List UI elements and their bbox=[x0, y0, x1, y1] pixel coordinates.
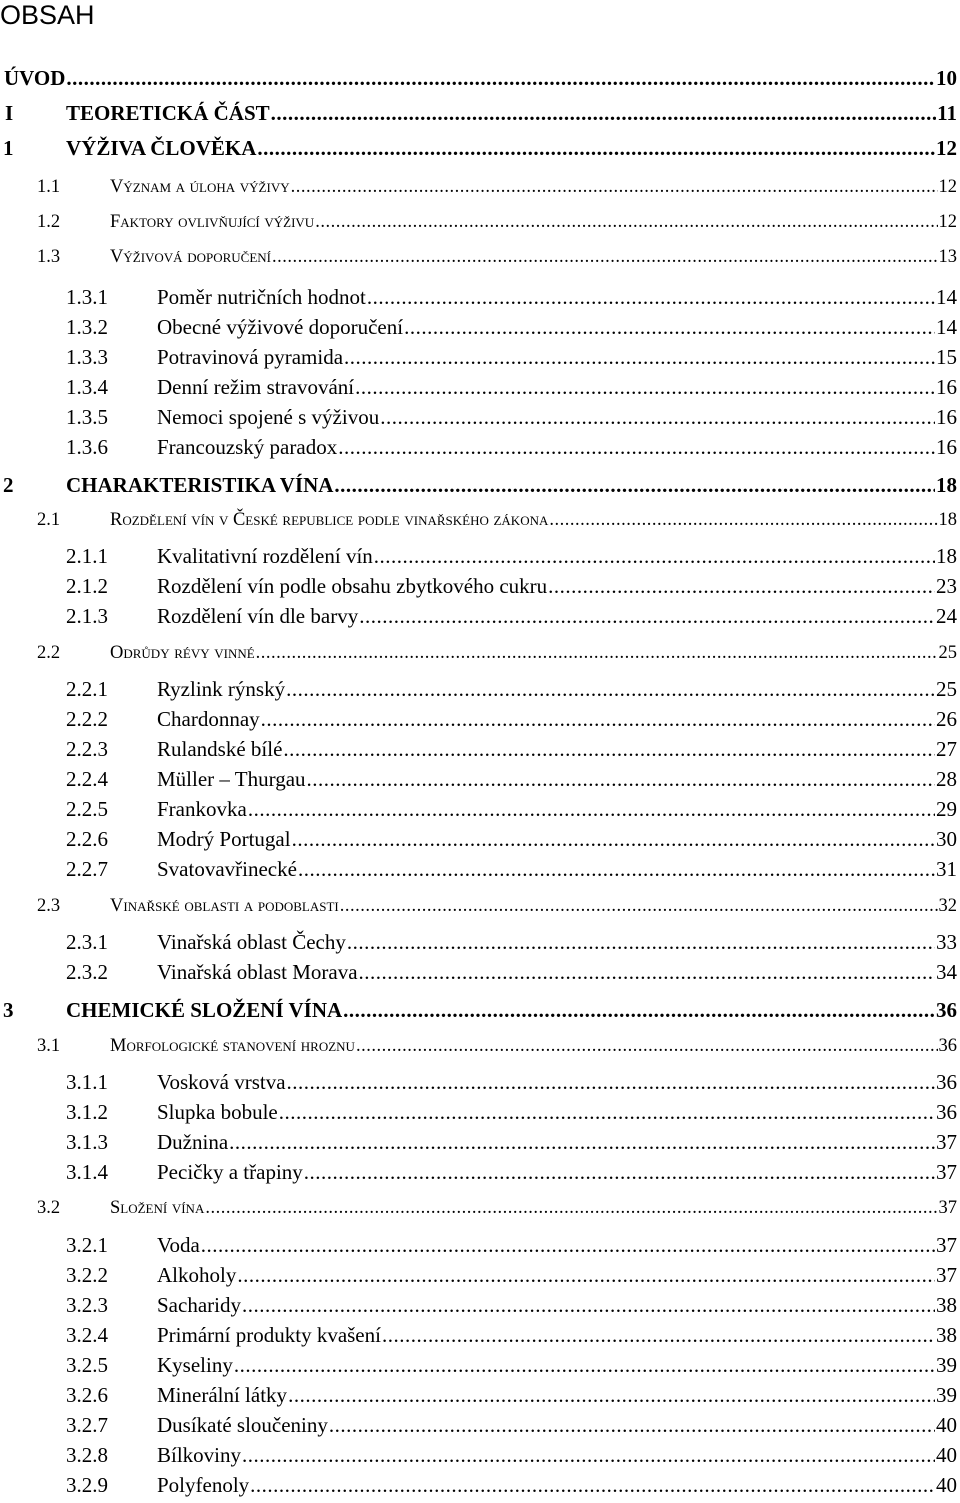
dot-leader bbox=[347, 927, 935, 957]
toc-entry-line bbox=[157, 1320, 957, 1350]
toc-entry[interactable] bbox=[0, 1290, 957, 1320]
toc-entry-number: 3.1.4 bbox=[66, 1160, 108, 1184]
toc-entry-page-number: 36 bbox=[936, 998, 957, 1022]
toc-entry-title: Polyfenoly bbox=[157, 1473, 250, 1497]
toc-entry-title: Dužnina bbox=[157, 1130, 229, 1154]
toc-entry-line bbox=[157, 1410, 957, 1440]
toc-entry-line bbox=[157, 372, 957, 402]
toc-entry[interactable] bbox=[0, 242, 957, 272]
toc-entry-page-number: 36 bbox=[938, 1036, 957, 1056]
toc-entry[interactable] bbox=[0, 207, 957, 237]
toc-entry[interactable] bbox=[0, 891, 957, 921]
toc-entry[interactable] bbox=[0, 470, 957, 500]
dot-leader bbox=[66, 63, 935, 93]
dot-leader bbox=[359, 957, 935, 987]
toc-entry-title: Ryzlink rýnský bbox=[157, 677, 286, 701]
toc-entry-number: 3.2.9 bbox=[66, 1473, 108, 1497]
toc-entry[interactable] bbox=[0, 432, 957, 462]
toc-entry-line bbox=[157, 704, 957, 734]
toc-entry-line bbox=[110, 1031, 957, 1061]
toc-entry-title: Chardonnay bbox=[157, 707, 260, 731]
toc-entry-line bbox=[157, 541, 957, 571]
toc-entry-page-number: 24 bbox=[936, 604, 957, 628]
toc-entry-number: 2.2.6 bbox=[66, 827, 108, 851]
toc-entry-line bbox=[157, 1440, 957, 1470]
toc-entry-line bbox=[157, 312, 957, 342]
toc-entry-line bbox=[157, 1380, 957, 1410]
toc-entry-title: Poměr nutričních hodnot bbox=[157, 285, 366, 309]
toc-entry-number: 2.1.3 bbox=[66, 604, 108, 628]
toc-entry-title: Vinařské oblasti a podoblasti bbox=[110, 896, 339, 916]
toc-entry-number: 3.1.3 bbox=[66, 1130, 108, 1154]
toc-entry-number: 1.3.3 bbox=[66, 345, 108, 369]
dot-leader bbox=[237, 1260, 935, 1290]
toc-entry-line bbox=[157, 432, 957, 462]
toc-entry-line bbox=[157, 1067, 957, 1097]
toc-entry-title: Rozdělení vín podle obsahu zbytkového cukru bbox=[157, 574, 548, 598]
toc-entry-title: Modrý Portugal bbox=[157, 827, 291, 851]
toc-entry[interactable] bbox=[0, 1440, 957, 1470]
toc-entry[interactable] bbox=[0, 133, 957, 163]
toc-entry[interactable] bbox=[0, 342, 957, 372]
toc-entry-title: Sacharidy bbox=[157, 1293, 241, 1317]
toc-entry-line bbox=[157, 1230, 957, 1260]
toc-entry-page-number: 28 bbox=[936, 767, 957, 791]
toc-entry[interactable] bbox=[0, 995, 957, 1025]
toc-entry-page-number: 10 bbox=[936, 66, 957, 90]
dot-leader bbox=[271, 98, 937, 128]
toc-entry-line bbox=[157, 1260, 957, 1290]
toc-entry[interactable] bbox=[0, 1410, 957, 1440]
toc-entry-number: 2.2.5 bbox=[66, 797, 108, 821]
toc-entry-number: 3.1 bbox=[37, 1036, 61, 1056]
toc-entry-title: Význam a úloha výživy bbox=[110, 177, 290, 197]
toc-entry-line bbox=[157, 282, 957, 312]
toc-entry-number: 2.2.4 bbox=[66, 767, 108, 791]
toc-entry-title: VÝŽIVA ČLOVĚKA bbox=[66, 136, 257, 160]
toc-entry-page-number: 27 bbox=[936, 737, 957, 761]
toc-entry-title: Voda bbox=[157, 1233, 200, 1257]
toc-entry[interactable] bbox=[0, 794, 957, 824]
toc-entry[interactable] bbox=[0, 63, 957, 93]
toc-entry-number: 2 bbox=[3, 473, 14, 497]
toc-entry-title: Frankovka bbox=[157, 797, 247, 821]
toc-entry-page-number: 12 bbox=[938, 177, 957, 197]
page-title: OBSAH bbox=[0, 0, 95, 30]
toc-entry-number: 3.1.1 bbox=[66, 1070, 108, 1094]
dot-leader bbox=[307, 764, 935, 794]
dot-leader bbox=[367, 282, 935, 312]
toc-entry-page-number: 25 bbox=[938, 643, 957, 663]
dot-leader bbox=[201, 1230, 935, 1260]
toc-entry[interactable] bbox=[0, 1031, 957, 1061]
toc-entry-page-number: 26 bbox=[936, 707, 957, 731]
toc-entry-number: 3.2.7 bbox=[66, 1413, 108, 1437]
dot-leader bbox=[382, 1320, 935, 1350]
toc-entry-line bbox=[157, 674, 957, 704]
toc-entry-number: 2.1.1 bbox=[66, 544, 108, 568]
dot-leader bbox=[340, 891, 938, 921]
toc-entry-page-number: 13 bbox=[938, 247, 957, 267]
toc-entry-page-number: 38 bbox=[936, 1293, 957, 1317]
toc-entry-number: 1.3.4 bbox=[66, 375, 108, 399]
toc-entry-line bbox=[110, 505, 957, 535]
dot-leader bbox=[287, 1067, 935, 1097]
dot-leader bbox=[548, 571, 935, 601]
dot-leader bbox=[549, 505, 937, 535]
toc-entry[interactable] bbox=[0, 282, 957, 312]
toc-entry-title: Rozdělení vín dle barvy bbox=[157, 604, 359, 628]
toc-entry-number: 2.2 bbox=[37, 643, 61, 663]
toc-entry-number: 3.2.5 bbox=[66, 1353, 108, 1377]
toc-entry-title: Müller – Thurgau bbox=[157, 767, 306, 791]
dot-leader bbox=[229, 1127, 935, 1157]
toc-entry-line bbox=[157, 824, 957, 854]
toc-entry-number: 2.3.1 bbox=[66, 930, 108, 954]
toc-entry-title: CHEMICKÉ SLOŽENÍ VÍNA bbox=[66, 998, 343, 1022]
toc-entry-number: 3.2 bbox=[37, 1198, 61, 1218]
dot-leader bbox=[292, 824, 935, 854]
toc-entry[interactable] bbox=[0, 1380, 957, 1410]
toc-entry-number: 1.3.6 bbox=[66, 435, 108, 459]
toc-entry-page-number: 29 bbox=[936, 797, 957, 821]
toc-entry-page-number: 37 bbox=[938, 1198, 957, 1218]
toc-entry-number: 3.2.4 bbox=[66, 1323, 108, 1347]
toc-entry-title: Složení vína bbox=[110, 1198, 205, 1218]
dot-leader bbox=[279, 1097, 935, 1127]
dot-leader bbox=[286, 674, 935, 704]
toc-entry-page-number: 18 bbox=[936, 473, 957, 497]
toc-entry-page-number: 30 bbox=[936, 827, 957, 851]
toc-entry-page-number: 25 bbox=[936, 677, 957, 701]
toc-entry-line bbox=[110, 638, 957, 668]
toc-entry-number: 3 bbox=[3, 998, 14, 1022]
toc-entry-line bbox=[157, 854, 957, 884]
toc-entry-title: Faktory ovlivňující výživu bbox=[110, 212, 315, 232]
toc-entry-title: Rozdělení vín v České republice podle vinařského zákona bbox=[110, 510, 549, 530]
toc-entry[interactable] bbox=[0, 1230, 957, 1260]
toc-entry-page-number: 40 bbox=[936, 1443, 957, 1467]
toc-entry-number: 3.1.2 bbox=[66, 1100, 108, 1124]
toc-entry-number: 1.1 bbox=[37, 177, 61, 197]
dot-leader bbox=[291, 172, 938, 202]
toc-entry-number: 2.2.3 bbox=[66, 737, 108, 761]
toc-entry-line bbox=[110, 172, 957, 202]
toc-entry-page-number: 37 bbox=[936, 1233, 957, 1257]
toc-entry[interactable] bbox=[0, 764, 957, 794]
toc-entry-number: 2.3 bbox=[37, 896, 61, 916]
toc-entry-page-number: 40 bbox=[936, 1473, 957, 1497]
toc-entry-line bbox=[157, 1157, 957, 1187]
toc-entry-number: 3.2.1 bbox=[66, 1233, 108, 1257]
toc-entry[interactable] bbox=[0, 571, 957, 601]
dot-leader bbox=[256, 638, 938, 668]
toc-entry-title: Kvalitativní rozdělení vín bbox=[157, 544, 373, 568]
dot-leader bbox=[261, 704, 935, 734]
dot-leader bbox=[257, 133, 935, 163]
toc-entry-title: Morfologické stanovení hroznu bbox=[110, 1036, 355, 1056]
toc-entry-line bbox=[157, 927, 957, 957]
toc-entry-page-number: 16 bbox=[936, 375, 957, 399]
toc-entry-line bbox=[157, 1097, 957, 1127]
toc-entry[interactable] bbox=[0, 505, 957, 535]
toc-entry-number: 2.3.2 bbox=[66, 960, 108, 984]
toc-entry-line bbox=[157, 734, 957, 764]
toc-entry-page-number: 15 bbox=[936, 345, 957, 369]
toc-entry-number: I bbox=[5, 101, 14, 125]
toc-entry[interactable] bbox=[0, 1157, 957, 1187]
toc-entry-page-number: 31 bbox=[936, 857, 957, 881]
toc-entry-number: 2.2.2 bbox=[66, 707, 108, 731]
toc-entry[interactable] bbox=[0, 1097, 957, 1127]
toc-entry-title: Dusíkaté sloučeniny bbox=[157, 1413, 328, 1437]
toc-entry-line bbox=[110, 1193, 957, 1223]
dot-leader bbox=[343, 995, 935, 1025]
toc-entry-line bbox=[157, 1470, 957, 1500]
toc-entry-title: CHARAKTERISTIKA VÍNA bbox=[66, 473, 334, 497]
toc-entry[interactable] bbox=[0, 824, 957, 854]
toc-entry-line bbox=[4, 63, 957, 93]
toc-entry-line bbox=[66, 98, 957, 128]
toc-entry-title: Rulandské bílé bbox=[157, 737, 283, 761]
toc-entry-number: 1.3.5 bbox=[66, 405, 108, 429]
dot-leader bbox=[234, 1350, 935, 1380]
dot-leader bbox=[344, 342, 935, 372]
dot-leader bbox=[205, 1193, 937, 1223]
toc-entry-line bbox=[66, 133, 957, 163]
toc-entry[interactable] bbox=[0, 734, 957, 764]
dot-leader bbox=[242, 1440, 935, 1470]
toc-entry[interactable] bbox=[0, 1350, 957, 1380]
toc-entry[interactable] bbox=[0, 1470, 957, 1500]
dot-leader bbox=[248, 794, 935, 824]
toc-entry-page-number: 32 bbox=[938, 896, 957, 916]
toc-entry-page-number: 16 bbox=[936, 405, 957, 429]
toc-entry[interactable] bbox=[0, 1260, 957, 1290]
toc-entry-title: Bílkoviny bbox=[157, 1443, 242, 1467]
toc-entry-page-number: 36 bbox=[936, 1070, 957, 1094]
toc-entry-title: Nemoci spojené s výživou bbox=[157, 405, 380, 429]
toc-entry-line bbox=[110, 207, 957, 237]
toc-entry-title: Denní režim stravování bbox=[157, 375, 355, 399]
toc-entry[interactable] bbox=[0, 402, 957, 432]
toc-entry-page-number: 39 bbox=[936, 1353, 957, 1377]
toc-entry-page-number: 18 bbox=[938, 510, 957, 530]
toc-entry-title: Výživová doporučení bbox=[110, 247, 271, 267]
toc-entry-title: Minerální látky bbox=[157, 1383, 288, 1407]
toc-entry-title: ÚVOD bbox=[4, 66, 66, 90]
toc-entry[interactable] bbox=[0, 1193, 957, 1223]
toc-entry-number: 2.1 bbox=[37, 510, 61, 530]
dot-leader bbox=[272, 242, 938, 272]
toc-entry-page-number: 12 bbox=[938, 212, 957, 232]
toc-entry-page-number: 38 bbox=[936, 1323, 957, 1347]
toc-entry-number: 3.2.3 bbox=[66, 1293, 108, 1317]
toc-entry-page-number: 14 bbox=[936, 315, 957, 339]
toc-entry-page-number: 37 bbox=[936, 1160, 957, 1184]
toc-entry-title: Primární produkty kvašení bbox=[157, 1323, 381, 1347]
toc-entry[interactable] bbox=[0, 704, 957, 734]
toc-entry-line bbox=[66, 470, 957, 500]
toc-entry-number: 3.2.6 bbox=[66, 1383, 108, 1407]
toc-entry-line bbox=[157, 764, 957, 794]
toc-entry[interactable] bbox=[0, 638, 957, 668]
toc-entry-line bbox=[157, 794, 957, 824]
toc-entry-page-number: 37 bbox=[936, 1263, 957, 1287]
toc-entry-title: Alkoholy bbox=[157, 1263, 237, 1287]
dot-leader bbox=[374, 541, 935, 571]
toc-entry-title: Potravinová pyramida bbox=[157, 345, 344, 369]
toc-entry-page-number: 18 bbox=[936, 544, 957, 568]
toc-entry-title: Francouzský paradox bbox=[157, 435, 338, 459]
toc-entry-title: Vinařská oblast Čechy bbox=[157, 930, 346, 954]
toc-entry-title: Obecné výživové doporučení bbox=[157, 315, 404, 339]
toc-entry-page-number: 11 bbox=[937, 101, 957, 125]
toc-entry[interactable] bbox=[0, 372, 957, 402]
dot-leader bbox=[283, 734, 935, 764]
toc-entry-page-number: 14 bbox=[936, 285, 957, 309]
toc-entry[interactable] bbox=[0, 957, 957, 987]
toc-entry-number: 3.2.8 bbox=[66, 1443, 108, 1467]
toc-entry-line bbox=[66, 995, 957, 1025]
toc-entry-page-number: 37 bbox=[936, 1130, 957, 1154]
toc-entry-line bbox=[157, 1350, 957, 1380]
toc-entry-number: 1.3.2 bbox=[66, 315, 108, 339]
toc-entry-line bbox=[157, 571, 957, 601]
toc-entry-line bbox=[110, 891, 957, 921]
toc-entry[interactable] bbox=[0, 601, 957, 631]
toc-entry-number: 1.3.1 bbox=[66, 285, 108, 309]
dot-leader bbox=[298, 854, 935, 884]
toc-entry-number: 2.2.1 bbox=[66, 677, 108, 701]
dot-leader bbox=[315, 207, 937, 237]
dot-leader bbox=[334, 470, 935, 500]
toc-entry-page-number: 12 bbox=[936, 136, 957, 160]
toc-entry-number: 2.2.7 bbox=[66, 857, 108, 881]
toc-entry-title: Pecičky a třapiny bbox=[157, 1160, 303, 1184]
toc-entry-page-number: 36 bbox=[936, 1100, 957, 1124]
dot-leader bbox=[380, 402, 935, 432]
toc-entry-page-number: 16 bbox=[936, 435, 957, 459]
toc-entry[interactable] bbox=[0, 98, 957, 128]
toc-entry-line bbox=[157, 1290, 957, 1320]
toc-entry-title: Vinařská oblast Morava bbox=[157, 960, 358, 984]
toc-entry-page-number: 39 bbox=[936, 1383, 957, 1407]
toc-entry-title: Slupka bobule bbox=[157, 1100, 278, 1124]
dot-leader bbox=[242, 1290, 935, 1320]
toc-entry-number: 1.2 bbox=[37, 212, 61, 232]
toc-entry[interactable] bbox=[0, 312, 957, 342]
toc-entry[interactable] bbox=[0, 927, 957, 957]
toc-entry-page-number: 23 bbox=[936, 574, 957, 598]
toc-entry-page-number: 33 bbox=[936, 930, 957, 954]
toc-entry-title: Svatovavřinecké bbox=[157, 857, 297, 881]
toc-entry-number: 1.3 bbox=[37, 247, 61, 267]
dot-leader bbox=[355, 372, 935, 402]
dot-leader bbox=[359, 601, 935, 631]
toc-entry[interactable] bbox=[0, 1320, 957, 1350]
dot-leader bbox=[304, 1157, 935, 1187]
toc-entry-line bbox=[110, 242, 957, 272]
toc-entry[interactable] bbox=[0, 541, 957, 571]
toc-entry[interactable] bbox=[0, 674, 957, 704]
toc-entry-line bbox=[157, 957, 957, 987]
toc-entry-title: Odrůdy révy vinné bbox=[110, 643, 255, 663]
toc-entry-line bbox=[157, 1127, 957, 1157]
dot-leader bbox=[404, 312, 935, 342]
toc-entry-title: Kyseliny bbox=[157, 1353, 233, 1377]
toc-entry[interactable] bbox=[0, 1067, 957, 1097]
toc-entry-number: 2.1.2 bbox=[66, 574, 108, 598]
dot-leader bbox=[356, 1031, 938, 1061]
toc-entry-line bbox=[157, 402, 957, 432]
toc-entry-number: 3.2.2 bbox=[66, 1263, 108, 1287]
toc-entry-number: 1 bbox=[3, 136, 14, 160]
dot-leader bbox=[338, 432, 935, 462]
toc-entry-line bbox=[157, 342, 957, 372]
dot-leader bbox=[250, 1470, 935, 1500]
toc-entry[interactable] bbox=[0, 1127, 957, 1157]
toc-entry-title: TEORETICKÁ ČÁST bbox=[66, 101, 270, 125]
toc-entry-page-number: 34 bbox=[936, 960, 957, 984]
toc-entry-title: Vosková vrstva bbox=[157, 1070, 286, 1094]
toc-entry-line bbox=[157, 601, 957, 631]
toc-entry-page-number: 40 bbox=[936, 1413, 957, 1437]
dot-leader bbox=[288, 1380, 935, 1410]
dot-leader bbox=[329, 1410, 935, 1440]
toc-entry[interactable] bbox=[0, 172, 957, 202]
toc-entry[interactable] bbox=[0, 854, 957, 884]
